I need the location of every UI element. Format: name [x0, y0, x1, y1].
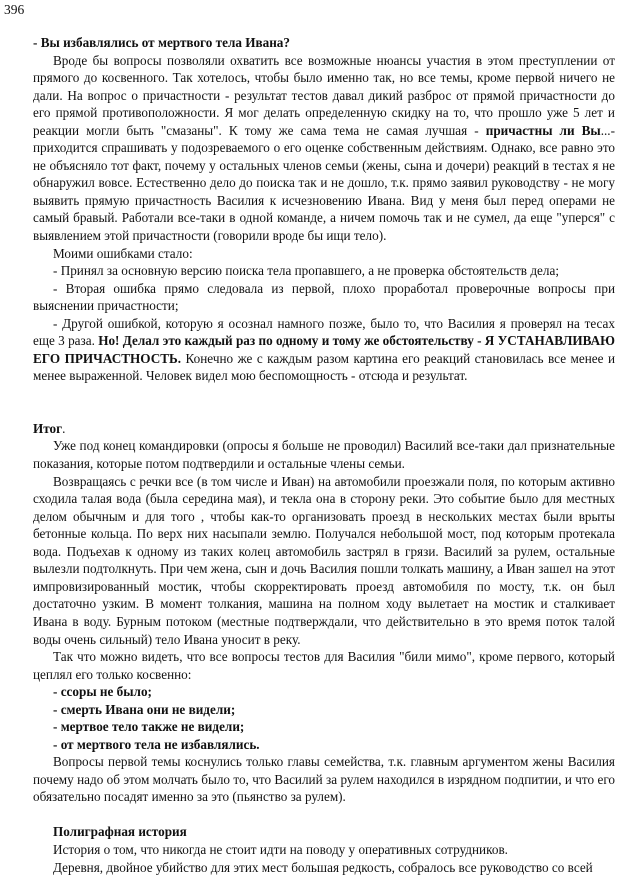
analysis-text-1: Вроде бы вопросы позволяли охватить все возможные нюансы участия в этом преступлении от прямого до косвенного. Так хотелось, чтобы было именно так, но все темы, кроме первой ничего не дали. На вопрос о причастности - результат тестов давал дикий разброс от прямой причастности до его прямой противоположности. Я мог делать определенную скидку на то, что прошло уже 5 лет и реакции могли быть "смазаны". К тому же сама тема не самая лучшая - — [33, 52, 615, 138]
errors-intro: Моими ошибками стало: — [53, 245, 193, 261]
paragraph-first-topic: Вопросы первой темы коснулись только главы семейства, т.к. главным аргументом жены Василия почему надо об этом молчать было то, что Василий за рулем находился в изрядном подпитии, и что его обязательно посадят именно за это (пьянство за рулем). — [33, 754, 615, 805]
error-item-3 — [33, 315, 615, 385]
bullet-2 — [33, 701, 615, 719]
itog-title: Итог — [33, 420, 63, 436]
paragraph-story: Возвращаясь с речки все (в том числе и Иван) на автомобили проезжали поля, по которым активно сходила талая вода (была середина мая), и текла она в сторону реки. Это событие было для местных делом обычным и для того , чтобы как-то организовать проезд в нескольких местах были врыты бетонные кольца. По верх них насыпали землю. Получался небольшой мост, под которым протекала вода. Подъехав к одному из таких колец автомобиль застрял в грязи. Василий за рулем, остальные вылезли подтолкнуть. При чем жена, сын и дочь Василия пошли толкать машину, а Иван зашел на этот импровизированный мостик, чтобы скорректировать проезд автомобиля по мосту, т.к. он был достаточно узким. В момент толкания, машина на полном ходу вылетает на мостик и сталкивает Ивана в воду. Бурным потоком (местные подтверждали, что действительно в это время поток талой воды очень сильный) тело Ивана уносит в реку. — [33, 473, 615, 647]
spacer — [33, 806, 615, 824]
error-3-bold: Но! Делал это каждый раз по одному и тому же обстоятельству - Я УСТАНАВЛИВАЮ ЕГО ПРИЧАСТНОСТЬ. — [33, 333, 615, 366]
paragraph-village: Деревня, двойное убийство для этих мест большая редкость, собралось все руководство со всей — [53, 859, 593, 875]
bullet-3-text: - мертвое тело также не видели; — [53, 719, 245, 735]
question-heading-text: - Вы избавлялись от мертвого тела Ивана? — [33, 35, 290, 50]
bullet-2-text: - смерть Ивана они не видели; — [53, 701, 236, 717]
error-item-2: - Вторая ошибка прямо следовала из первой, плохо проработал проверочные вопросы при выяснении причастности; — [33, 280, 615, 314]
page-text — [33, 34, 615, 876]
error-item-1: - Принял за основную версию поиска тела пропавшего, а не проверка обстоятельств дела; — [53, 263, 559, 279]
bullet-1-text: - ссоры не было; — [53, 684, 152, 700]
bullet-4 — [33, 736, 615, 754]
itog-dot: . — [62, 420, 66, 436]
spacer — [33, 402, 615, 420]
bullet-4-text: - от мертвого тела не избавлялись. — [53, 736, 260, 752]
error-3-text-end: Конечно же с каждым разом картина его реакций становилась все менее и менее выраженной. Человек видел мою беспомощность - отсюда и результат. — [33, 350, 616, 384]
error-3-text: - Другой ошибкой, которую я осознал намного позже, было то, что Василия я проверял на тесах еще 3 раза. — [33, 315, 615, 349]
paragraph-analysis — [33, 52, 615, 245]
bullet-1 — [33, 683, 615, 701]
paragraph-confession: Уже под конец командировки (опросы я больше не проводил) Василий все-таки дал признательные показания, которые потом подтвердили и остальные члены семьи. — [33, 438, 615, 472]
spacer — [33, 385, 615, 403]
analysis-bold: причастны ли Вы — [485, 122, 601, 138]
paragraph-poly-intro: История о том, что никогда не стоит идти на поводу у оперативных сотрудников. — [53, 842, 508, 858]
paragraph-conclusion: Так что можно видеть, что все вопросы тестов для Василия "били мимо", кроме первого, который цеплял его только косвенно: — [33, 649, 615, 682]
section-heading-itog — [33, 420, 615, 438]
section-heading-poly — [33, 823, 615, 841]
analysis-text-2: ...- приходится спрашивать у подозреваемого о его оценке собственным действиям. Однако, все равно это не объясняло тот факт, почему у остальных членов семьи (жены, сына и дочери) реакций в тестах я не обнаружил вовсе. Естественно дело до поиска так и не дошло, т.к. прямо заявил руководству - не могу выявить прямую причастность Василия к исчезновению Ивана. Вид у меня был перед операми не самый бравый. Работали все-таки в одной команде, а ничем помочь так и не сумел, да еще "уперся" с выявлением этой причастности (говорили вроде бы ищи тело). — [33, 122, 615, 244]
question-heading — [33, 34, 615, 52]
page-number: 396 — [4, 2, 25, 17]
bullet-3 — [33, 718, 615, 736]
poly-title: Полиграфная история — [53, 824, 187, 840]
